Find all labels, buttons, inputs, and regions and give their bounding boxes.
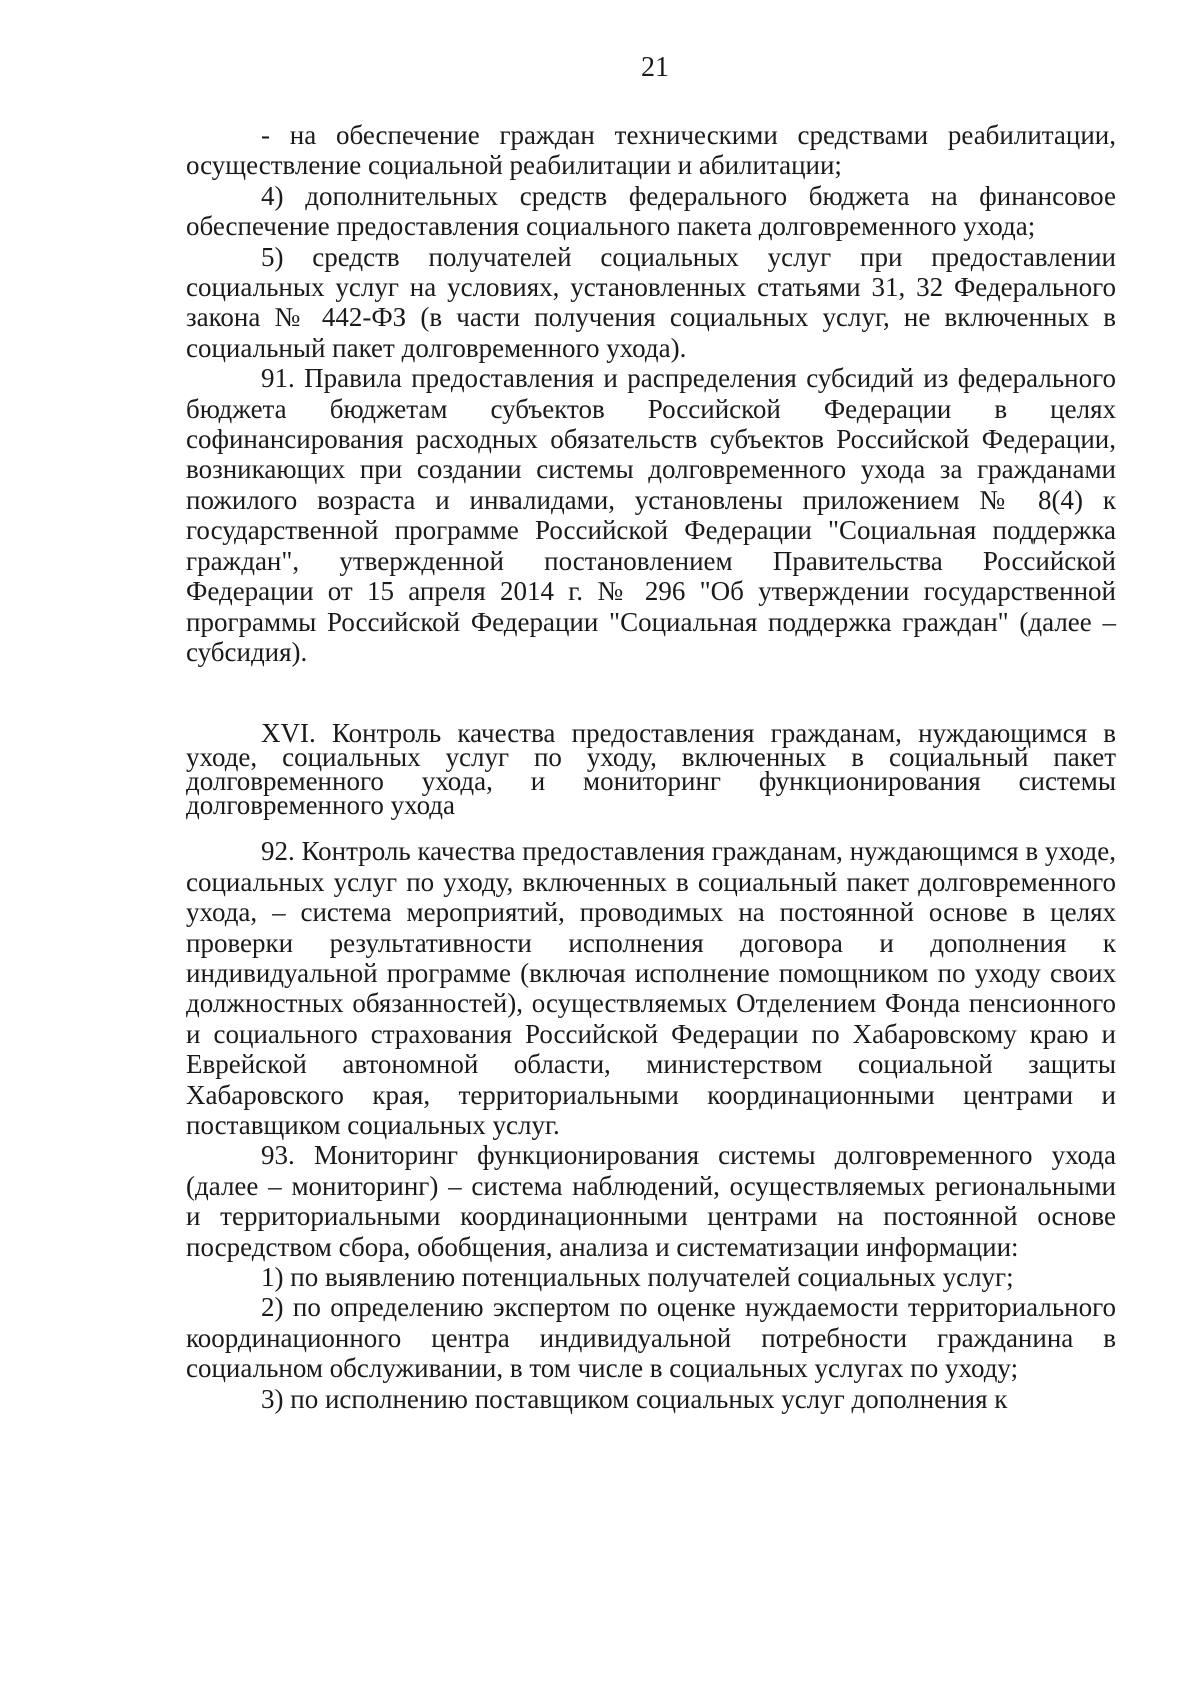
paragraph-93-item-2: 2) по определению экспертом по оценке нуждаемости территориального координационного центра индивидуальной потребности гражданина в социальном обслуживании, в том числе в социальных услугах по уходу; [186,1292,1116,1384]
paragraph-93: 93. Мониторинг функционирования системы долговременного ухода (далее – мониторинг) – система наблюдений, осуществляемых региональными и территориальными координационными центрами на постоянной основе посредством сбора, обобщения, анализа и систематизации информации: [186,1140,1116,1262]
document-body [186,120,1116,1414]
paragraph-93-item-3: 3) по исполнению поставщиком социальных услуг дополнения к [261,1383,1008,1414]
paragraph-rehab-subitem: - на обеспечение граждан техническими средствами реабилитации, осуществление социальной реабилитации и абилитации; [186,120,1116,181]
paragraph-92: 92. Контроль качества предоставления гражданам, нуждающимся в уходе, социальных услуг по уходу, включенных в социальный пакет долговременного ухода, – система мероприятий, проводимых на постоянной основе в целях проверки результативности исполнения договора и дополнения к индивидуальной программе (включая исполнение помощником по уходу своих должностных обязанностей), осуществляемых Отделением Фонда пенсионного и социального страхования Российской Федерации по Хабаровскому краю и Еврейской автономной области, министерством социальной защиты Хабаровского края, территориальными координационными центрами и поставщиком социальных услуг. [186,836,1116,1140]
paragraph-item-4: 4) дополнительных средств федерального бюджета на финансовое обеспечение предоставления социального пакета долговременного ухода; [186,180,1116,242]
paragraph-91: 91. Правила предоставления и распределения субсидий из федерального бюджета бюджетам субъектов Российской Федерации в целях софинансирования расходных обязательств субъектов Российской Федерации, возникающих при создании системы долговременного ухода за гражданами пожилого возраста и инвалидами, установлены приложением № 8(4) к государственной программе Российской Федерации "Социальная поддержка граждан", утвержденной постановлением Правительства Российской Федерации от 15 апреля 2014 г. № 296 "Об утверждении государственной программы Российской Федерации "Социальная поддержка граждан" (далее – субсидия). [186,363,1116,667]
paragraph-item-5: 5) средств получателей социальных услуг при предоставлении социальных услуг на условиях, установленных статьями 31, 32 Федерального закона № 442-ФЗ (в части получения социальных услуг, не включенных в социальный пакет долговременного ухода). [186,241,1116,363]
section-heading-xvi: XVI. Контроль качества предоставления гражданам, нуждающимся в уходе, социальных услуг по уходу, включенных в социальный пакет долговременного ухода, и мониторинг функционирования системы долговременного ухода [186,718,1116,821]
paragraph-93-item-1: 1) по выявлению потенциальных получателей социальных услуг; [261,1262,1014,1292]
page-number: 21 [641,52,669,83]
